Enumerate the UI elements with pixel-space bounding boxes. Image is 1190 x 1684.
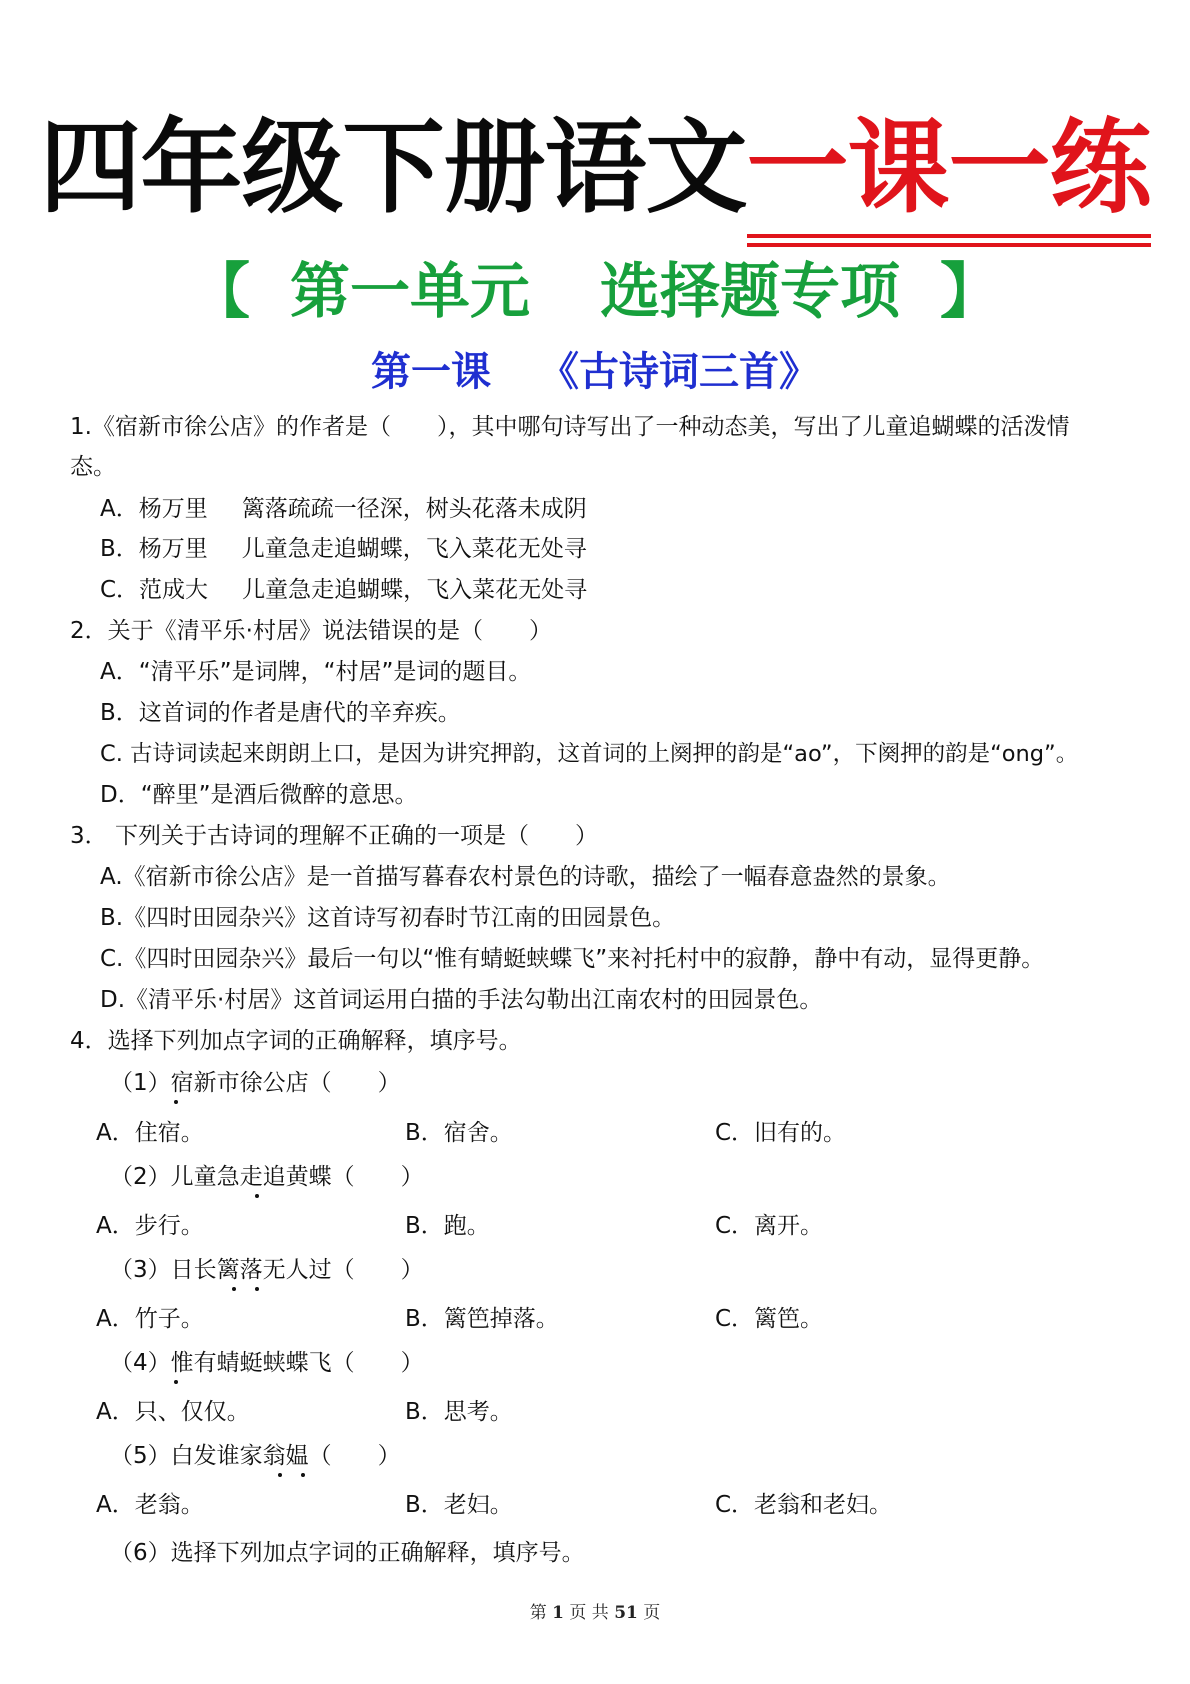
emphasis-dot bbox=[174, 1380, 178, 1384]
q4-sub3-option-a: A．竹子。 bbox=[96, 1306, 204, 1332]
lesson-name: 《古诗词三首》 bbox=[539, 349, 819, 395]
q2-option-b: B．这首词的作者是唐代的辛弃疾。 bbox=[100, 700, 461, 726]
q4-sub2-prompt: （2）儿童急走追黄蝶（ ） bbox=[110, 1164, 424, 1190]
unit-bracket-close: 】 bbox=[940, 257, 1000, 327]
emphasis-dot bbox=[255, 1287, 259, 1291]
title-underline-top bbox=[747, 234, 1151, 238]
q4-sub1-option-a: A．住宿。 bbox=[96, 1120, 204, 1146]
title-grade: 四年级下册语文 bbox=[39, 109, 747, 228]
q3-option-c: C.《四时田园杂兴》最后一句以“惟有蜻蜓蛱蝶飞”来衬托村中的寂静，静中有动，显得更静。 bbox=[100, 946, 1045, 972]
emphasis-dot bbox=[278, 1473, 282, 1477]
emphasis-dot bbox=[174, 1100, 178, 1104]
q1-stem: 1.《宿新市徐公店》的作者是（ ），其中哪句诗写出了一种动态美，写出了儿童追蝴蝶的活泼情 bbox=[70, 414, 1070, 440]
current-page: 1 bbox=[552, 1603, 564, 1623]
total-pages: 51 bbox=[614, 1603, 638, 1623]
q2-option-d: D．“醉里”是酒后微醉的意思。 bbox=[100, 782, 418, 808]
title-underline-bottom bbox=[747, 243, 1151, 247]
q1-option-b: B．杨万里 儿童急走追蝴蝶，飞入菜花无处寻 bbox=[100, 536, 587, 562]
q4-sub2-option-b: B．跑。 bbox=[405, 1213, 490, 1239]
q4-sub3-prompt: （3）日长篱落无人过（ ） bbox=[110, 1257, 424, 1283]
emphasis-dot bbox=[301, 1473, 305, 1477]
q4-sub3-option-c: C．篱笆。 bbox=[715, 1306, 824, 1332]
q4-sub4-prompt: （4）惟有蜻蜓蛱蝶飞（ ） bbox=[110, 1350, 424, 1376]
lesson-heading bbox=[0, 349, 1190, 395]
unit-name: 第一单元 bbox=[290, 257, 530, 327]
q4-sub4-option-a: A．只、仅仅。 bbox=[96, 1399, 250, 1425]
q4-sub6-prompt: （6）选择下列加点字词的正确解释，填序号。 bbox=[110, 1540, 585, 1566]
q4-sub5-prompt: （5）白发谁家翁媪（ ） bbox=[110, 1443, 401, 1469]
q4-sub5-option-b: B．老妇。 bbox=[405, 1492, 513, 1518]
q4-sub5-option-a: A．老翁。 bbox=[96, 1492, 204, 1518]
q3-option-d: D.《清平乐·村居》这首词运用白描的手法勾勒出江南农村的田园景色。 bbox=[100, 987, 823, 1013]
q3-option-a: A.《宿新市徐公店》是一首描写暮春农村景色的诗歌，描绘了一幅春意盎然的景象。 bbox=[100, 864, 951, 890]
unit-bracket-open: 【 bbox=[190, 257, 250, 327]
emphasis-dot bbox=[255, 1194, 259, 1198]
unit-topic: 选择题专项 bbox=[600, 257, 900, 327]
lesson-number: 第一课 bbox=[371, 349, 491, 395]
q1-stem-cont: 态。 bbox=[70, 454, 116, 480]
q3-stem: 3． 下列关于古诗词的理解不正确的一项是（ ） bbox=[70, 823, 598, 849]
q4-sub5-option-c: C．老翁和老妇。 bbox=[715, 1492, 893, 1518]
q4-sub3-option-b: B．篱笆掉落。 bbox=[405, 1306, 559, 1332]
q2-option-c: C. 古诗词读起来朗朗上口，是因为讲究押韵，这首词的上阕押的韵是“ao”，下阕押的韵是“ong”。 bbox=[100, 741, 1079, 767]
q3-option-b: B.《四时田园杂兴》这首诗写初春时节江南的田园景色。 bbox=[100, 905, 676, 931]
q2-option-a: A．“清平乐”是词牌，“村居”是词的题目。 bbox=[100, 659, 532, 685]
q4-sub1-option-b: B．宿舍。 bbox=[405, 1120, 513, 1146]
q1-option-a: A．杨万里 篱落疏疏一径深，树头花落未成阴 bbox=[100, 496, 587, 522]
title-highlight bbox=[746, 109, 1151, 228]
emphasis-dot bbox=[232, 1287, 236, 1291]
q4-sub2-option-a: A．步行。 bbox=[96, 1213, 204, 1239]
page-title bbox=[0, 109, 1190, 228]
q4-stem: 4．选择下列加点字词的正确解释，填序号。 bbox=[70, 1028, 522, 1054]
q1-option-c: C．范成大 儿童急走追蝴蝶，飞入菜花无处寻 bbox=[100, 577, 588, 603]
unit-heading bbox=[0, 257, 1190, 327]
page-footer: 第 1 页 共 51 页 bbox=[529, 1603, 661, 1623]
q4-sub1-option-c: C．旧有的。 bbox=[715, 1120, 847, 1146]
q4-sub1-prompt: （1）宿新市徐公店（ ） bbox=[110, 1070, 401, 1096]
title-highlight-text: 一课一练 bbox=[746, 109, 1151, 228]
q4-sub2-option-c: C．离开。 bbox=[715, 1213, 824, 1239]
q2-stem: 2．关于《清平乐·村居》说法错误的是（ ） bbox=[70, 618, 552, 644]
q4-sub4-option-b: B．思考。 bbox=[405, 1399, 513, 1425]
